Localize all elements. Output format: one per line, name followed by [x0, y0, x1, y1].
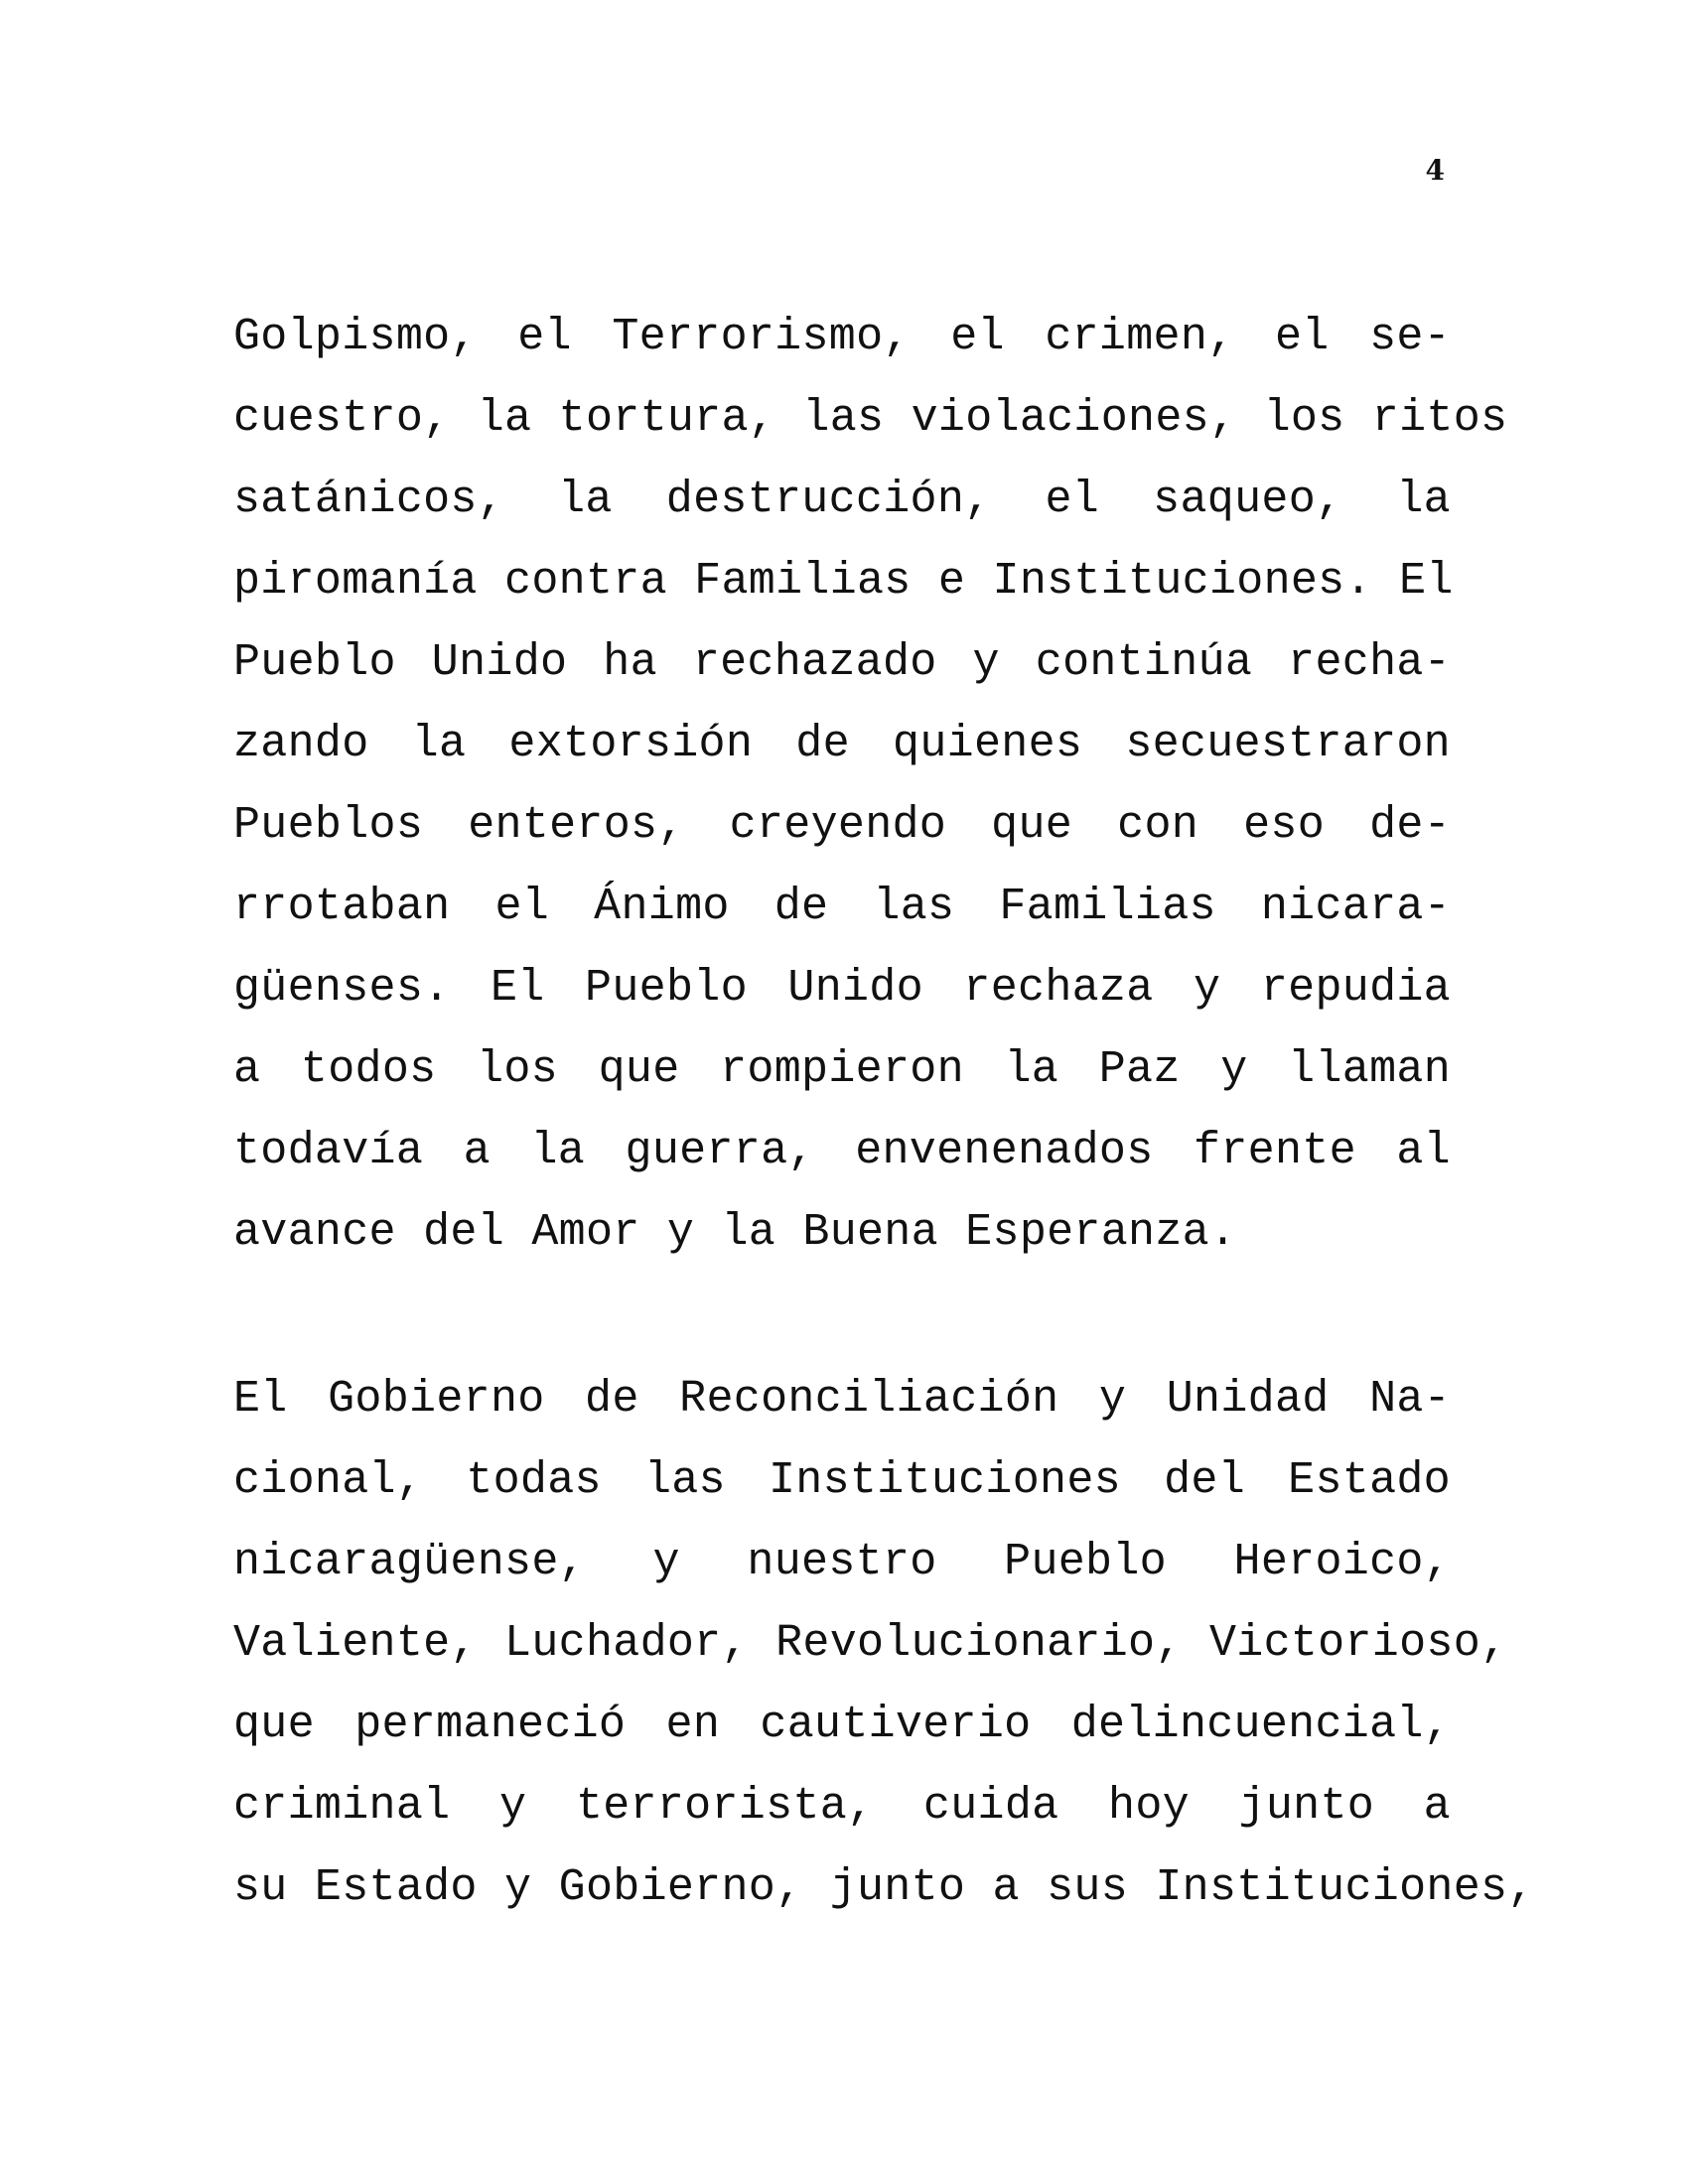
- text-line: güenses. El Pueblo Unido rechaza y repudia: [233, 963, 1451, 1014]
- text-line: El Gobierno de Reconciliación y Unidad Na-: [233, 1374, 1451, 1425]
- paragraph-1: [233, 297, 1508, 1274]
- text-line: criminal y terrorista, cuida hoy junto a: [233, 1781, 1451, 1832]
- text-line: cional, todas las Instituciones del Estado: [233, 1455, 1451, 1506]
- text-line: piromanía contra Familias e Instituciones. El: [233, 556, 1454, 607]
- text-line: Golpismo, el Terrorismo, el crimen, el se-: [233, 312, 1451, 362]
- page-number: 4: [1425, 154, 1445, 187]
- text-line: Pueblos enteros, creyendo que con eso de-: [233, 800, 1451, 851]
- text-line: que permaneció en cautiverio delincuencial,: [233, 1700, 1451, 1750]
- text-line: Pueblo Unido ha rechazado y continúa recha-: [233, 637, 1451, 688]
- text-line: todavía a la guerra, envenenados frente al: [233, 1126, 1451, 1176]
- text-line: avance del Amor y la Buena Esperanza.: [233, 1207, 1237, 1258]
- text-line: rrotaban el Ánimo de las Familias nicara-: [233, 882, 1451, 932]
- text-line: satánicos, la destrucción, el saqueo, la: [233, 475, 1451, 525]
- text-line: Valiente, Luchador, Revolucionario, Victorioso,: [233, 1618, 1508, 1669]
- text-line: a todos los que rompieron la Paz y llaman: [233, 1044, 1451, 1095]
- text-line: su Estado y Gobierno, junto a sus Instituciones,: [233, 1862, 1535, 1913]
- text-line: nicaragüense, y nuestro Pueblo Heroico,: [233, 1537, 1451, 1587]
- text-line: cuestro, la tortura, las violaciones, los ritos: [233, 393, 1508, 444]
- text-line: zando la extorsión de quienes secuestraron: [233, 719, 1451, 769]
- paragraph-2: [233, 1359, 1535, 1929]
